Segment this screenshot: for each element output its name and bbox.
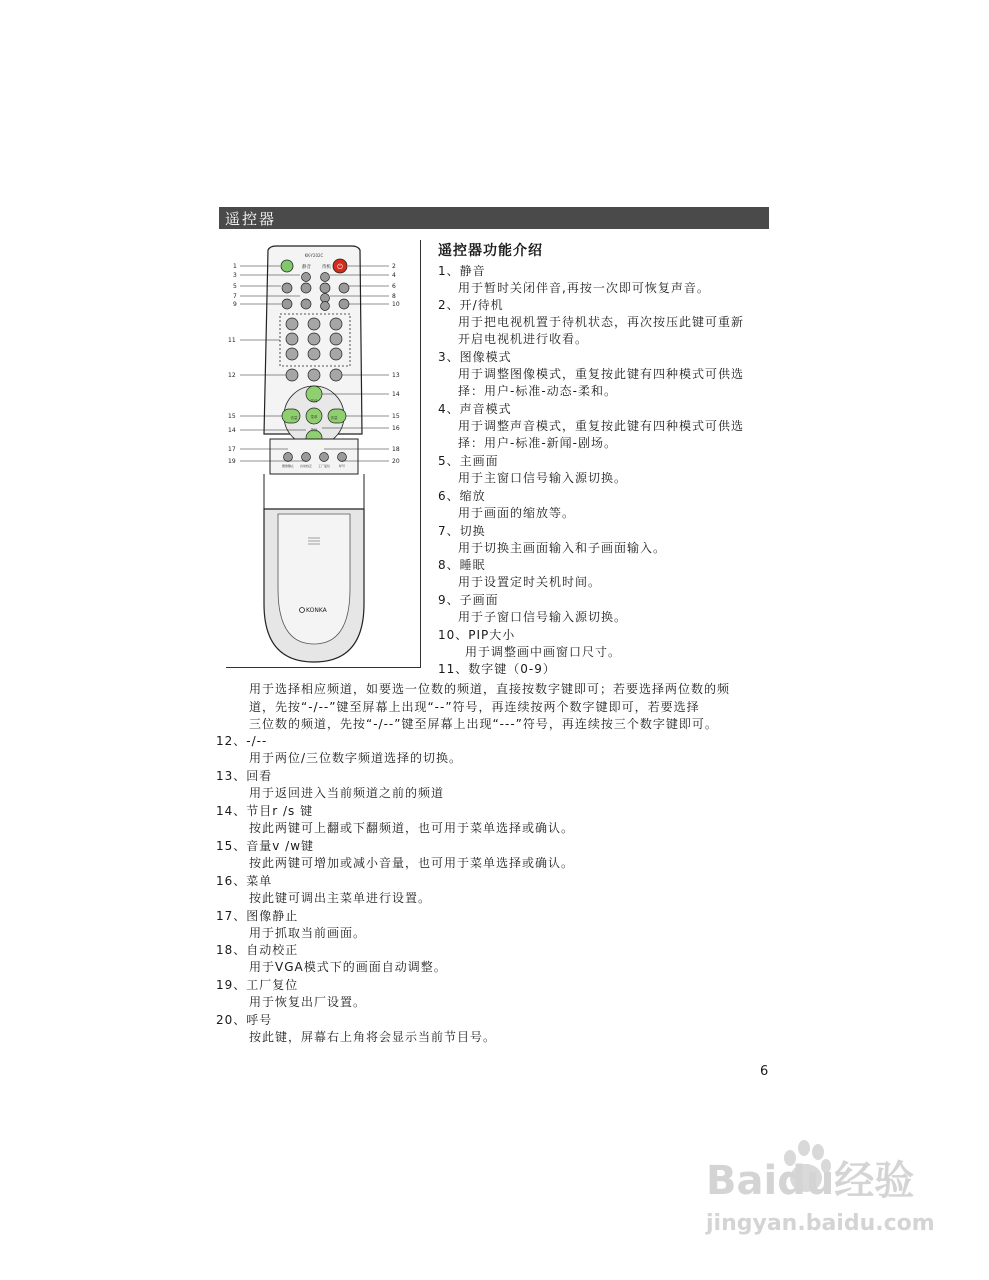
page-number: 6 [760, 1064, 769, 1079]
factory-reset-button [320, 453, 329, 462]
digit-dash-button [286, 369, 298, 381]
svg-text:12: 12 [228, 372, 236, 379]
item-heading: 18、自动校正 [216, 943, 299, 957]
remote-model-text: KK-Y202C [304, 253, 324, 258]
section-title: 遥控器 [225, 210, 277, 228]
svg-text:17: 17 [228, 446, 236, 453]
remote-control-illustration [224, 244, 420, 664]
item-desc: 择：用户-标准-新闻-剧场。 [458, 436, 617, 450]
item-desc: 用于子窗口信号输入源切换。 [458, 610, 628, 624]
item-desc: 三位数的频道，先按“-/--”键至屏幕上出现“---”符号，再连续按三个数字键即可。 [249, 717, 718, 731]
digit-2 [308, 318, 320, 330]
item-desc: 用于调整声音模式，重复按此键有四种模式可供选 [458, 419, 745, 433]
item-heading: 13、回看 [216, 769, 273, 783]
main-picture-button [282, 283, 292, 293]
menu-label: 菜单 [310, 415, 318, 419]
item-desc: 用于两位/三位数字频道选择的切换。 [249, 751, 463, 765]
svg-text:9: 9 [233, 301, 237, 308]
item-heading: 4、声音模式 [438, 402, 512, 416]
btn-extra-3 [339, 299, 349, 309]
item-heading: 8、睡眠 [438, 558, 486, 572]
item-desc: 用于设置定时关机时间。 [458, 575, 602, 589]
section-header-bar [219, 207, 769, 229]
item-heading: 2、开/待机 [438, 298, 504, 312]
digit-9 [330, 348, 342, 360]
item-heading: 1、静音 [438, 264, 486, 278]
svg-text:1: 1 [233, 263, 237, 270]
item-heading: 3、图像模式 [438, 350, 512, 364]
auto-adjust-button [302, 453, 311, 462]
recall-button [330, 369, 342, 381]
item-desc: 按此键，屏幕右上角将会显示当前节目号。 [249, 1030, 497, 1044]
volume-down-label: 音量 [290, 416, 298, 420]
svg-text:7: 7 [233, 293, 237, 300]
item-desc: 按此键可调出主菜单进行设置。 [249, 891, 432, 905]
channel-down-label: 节目 [310, 428, 318, 432]
item-desc: 用于返回进入当前频道之前的频道 [249, 786, 445, 800]
svg-text:19: 19 [228, 458, 236, 465]
svg-text:16: 16 [392, 425, 400, 432]
item-heading: 12、-/-- [216, 734, 268, 748]
zoom-button [301, 283, 311, 293]
brand-logo: KONKA [306, 607, 327, 614]
item-desc: 用于调整画中画窗口尺寸。 [465, 645, 622, 659]
digit-4 [286, 333, 298, 345]
item-heading: 5、主画面 [438, 454, 499, 468]
volume-up-label: 音量 [330, 416, 338, 420]
sound-mode-button [321, 273, 330, 282]
item-heading: 10、PIP大小 [438, 628, 516, 642]
item-heading: 16、菜单 [216, 874, 273, 888]
item-heading: 9、子画面 [438, 593, 499, 607]
call-sign-button [338, 453, 347, 462]
pip-size-button [301, 299, 311, 309]
digit-row-bottom [286, 369, 342, 381]
factory-reset-label: 工厂复位 [317, 464, 331, 468]
frame-divider-horizontal [226, 667, 421, 668]
svg-text:8: 8 [392, 293, 396, 300]
freeze-label: 图像静止 [281, 464, 295, 468]
baidu-watermark [700, 1130, 940, 1242]
item-desc: 用于抓取当前画面。 [249, 926, 367, 940]
mute-button [281, 260, 293, 272]
btn-extra-2 [321, 302, 330, 311]
sub-picture-button [282, 299, 292, 309]
svg-text:14: 14 [228, 427, 236, 434]
item-desc: 用于调整图像模式，重复按此键有四种模式可供选 [458, 367, 745, 381]
channel-up-label: 节目 [310, 399, 318, 403]
svg-text:20: 20 [392, 458, 400, 465]
item-desc: 开启电视机进行收看。 [458, 332, 589, 346]
power-icon: ⏻ [337, 263, 343, 271]
doc-title: 遥控器功能介绍 [438, 243, 543, 259]
watermark-url: jingyan.baidu.com [706, 1211, 935, 1236]
svg-text:14: 14 [392, 391, 400, 398]
svg-text:5: 5 [233, 283, 237, 290]
digit-7 [286, 348, 298, 360]
item-desc: 用于画面的缩放等。 [458, 506, 576, 520]
item-desc: 道，先按“-/--”键至屏幕上出现“--”符号，再连续按两个数字键即可，若要选择 [249, 700, 700, 714]
digit-0 [308, 369, 320, 381]
picture-mode-button [302, 273, 311, 282]
item-desc: 用于选择相应频道，如要选一位数的频道，直接按数字键即可；若要选择两位数的频 [249, 682, 731, 696]
item-desc: 按此两键可上翻或下翻频道，也可用于菜单选择或确认。 [249, 821, 575, 835]
item-desc: 用于把电视机置于待机状态，再次按压此键可重新 [458, 315, 745, 329]
item-desc: 用于暂时关闭伴音,再按一次即可恢复声音。 [458, 281, 710, 295]
svg-text:3: 3 [233, 272, 237, 279]
digit-3 [330, 318, 342, 330]
svg-text:6: 6 [392, 283, 396, 290]
svg-text:15: 15 [228, 413, 236, 420]
digit-1 [286, 318, 298, 330]
svg-text:15: 15 [392, 413, 400, 420]
number-pad [286, 318, 342, 360]
item-heading: 19、工厂复位 [216, 978, 299, 992]
item-desc: 择：用户-标准-动态-柔和。 [458, 384, 617, 398]
standby-label: 待机 [322, 265, 331, 270]
item-desc: 用于VGA模式下的画面自动调整。 [249, 960, 447, 974]
call-sign-label: 呼号 [338, 464, 346, 468]
svg-text:11: 11 [228, 337, 236, 344]
frame-divider-vertical [420, 240, 421, 668]
svg-text:18: 18 [392, 446, 400, 453]
remote-cover-inner [278, 514, 350, 644]
digit-8 [308, 348, 320, 360]
svg-text:13: 13 [392, 372, 400, 379]
digit-5 [308, 333, 320, 345]
item-heading: 20、呼号 [216, 1013, 273, 1027]
btn-extra-1 [321, 294, 330, 303]
item-heading: 11、数字键（0-9） [438, 662, 556, 676]
item-heading: 6、缩放 [438, 489, 486, 503]
auto-adjust-label: 自动校正 [299, 464, 313, 468]
watermark-brand: Baidu经验 [706, 1158, 915, 1204]
item-heading: 14、节目r /s 键 [216, 804, 314, 818]
svg-text:2: 2 [392, 263, 396, 270]
item-desc: 用于恢复出厂设置。 [249, 995, 367, 1009]
digit-6 [330, 333, 342, 345]
item-desc: 用于切换主画面输入和子画面输入。 [458, 541, 667, 555]
svg-text:4: 4 [392, 272, 396, 279]
mute-label: 静音 [302, 265, 311, 270]
item-desc: 用于主窗口信号输入源切换。 [458, 471, 628, 485]
svg-text:10: 10 [392, 301, 400, 308]
item-heading: 7、切换 [438, 524, 486, 538]
item-heading: 15、音量v /w键 [216, 839, 315, 853]
freeze-button [284, 453, 293, 462]
swap-button [320, 283, 330, 293]
sleep-button [339, 283, 349, 293]
item-desc: 按此两键可增加或减小音量，也可用于菜单选择或确认。 [249, 856, 575, 870]
item-heading: 17、图像静止 [216, 909, 299, 923]
